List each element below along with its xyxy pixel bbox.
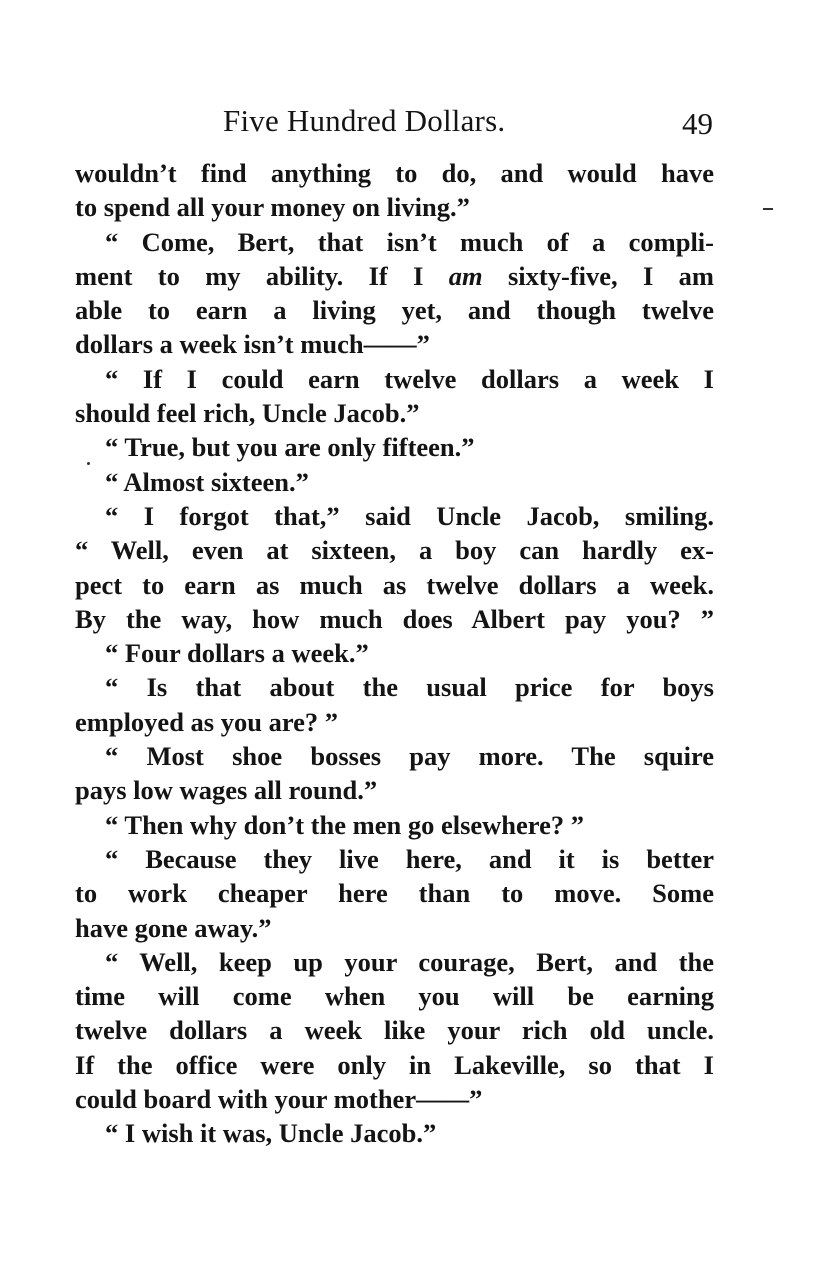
text-line: “ Is that about the usual price for boys <box>105 672 714 703</box>
text-line: should feel rich, Uncle Jacob.” <box>75 398 420 429</box>
text-line: “ If I could earn twelve dollars a week I <box>105 363 714 394</box>
text-line <box>75 259 714 293</box>
text-line: employed as you are? ” <box>75 706 339 737</box>
text-span: ment to my ability. If I <box>75 260 449 291</box>
text-line: have gone away.” <box>75 912 272 943</box>
print-speck <box>87 462 90 465</box>
text-line: “ Most shoe bosses pay more. The squire <box>105 741 714 772</box>
text-line: “ Well, even at sixteen, a boy can hardly ex- <box>75 535 714 566</box>
text-line: could board with your mother——” <box>75 1084 483 1115</box>
text-line: “ Almost sixteen.” <box>105 466 309 497</box>
page-number: 49 <box>682 106 713 141</box>
text-line: dollars a week isn’t much——” <box>75 329 430 360</box>
text-line: to work cheaper here than to move. Some <box>75 878 714 909</box>
text-line: If the office were only in Lakeville, so that I <box>75 1049 714 1080</box>
text-line: able to earn a living yet, and though twelve <box>75 295 714 326</box>
text-line: pect to earn as much as twelve dollars a week. <box>75 569 714 600</box>
body-text <box>75 156 714 1151</box>
print-speck <box>763 208 773 210</box>
text-line: “ I wish it was, Uncle Jacob.” <box>105 1118 437 1149</box>
text-line: twelve dollars a week like your rich old uncle. <box>75 1015 714 1046</box>
text-line: “ Four dollars a week.” <box>105 638 369 669</box>
text-line: By the way, how much does Albert pay you? ” <box>75 603 714 634</box>
running-head <box>75 100 715 142</box>
text-line: wouldn’t find anything to do, and would have <box>75 158 714 188</box>
text-line: pays low wages all round.” <box>75 775 378 806</box>
text-line: time will come when you will be earning <box>75 981 714 1012</box>
text-line: to spend all your money on living.” <box>75 192 470 223</box>
emphasis-text: am <box>448 260 483 291</box>
running-title: Five Hundred Dollars. <box>223 103 506 138</box>
text-line: “ Then why don’t the men go elsewhere? ” <box>105 809 584 840</box>
text-line: “ Because they live here, and it is better <box>105 843 714 874</box>
text-line: “ I forgot that,” said Uncle Jacob, smiling. <box>105 500 714 531</box>
text-line: “ Well, keep up your courage, Bert, and the <box>105 946 714 977</box>
text-span: sixty-five, I am <box>482 260 714 291</box>
text-line: “ Come, Bert, that isn’t much of a compli- <box>105 226 714 257</box>
text-line: “ True, but you are only fifteen.” <box>105 432 475 463</box>
